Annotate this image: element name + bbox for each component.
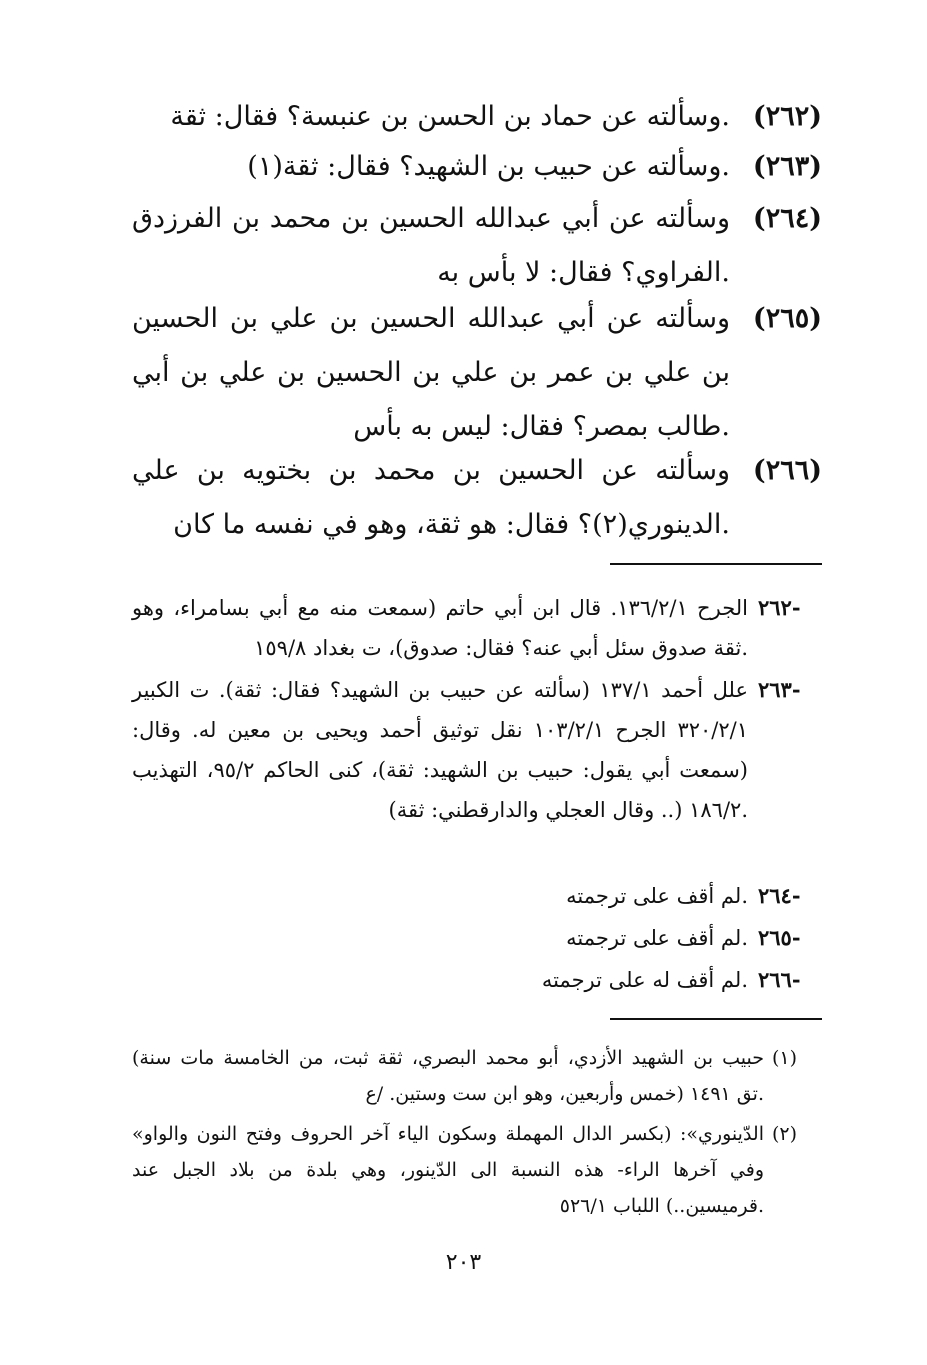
entry-text: وسألته عن حماد بن الحسن بن عنبسة؟ فقال: ثقة. — [170, 101, 730, 132]
entry-number: (٢٦٢) — [752, 101, 822, 132]
entry-266 — [132, 444, 822, 552]
entry-text: وسألته عن الحسين بن محمد بن بختويه بن علي الدينوري(٢)؟ فقال: هو ثقة، وهو في نفسه ما كان. — [132, 455, 730, 540]
footnote-text: (حبيب بن الشهيد الأزدي، أبو محمد البصري، ثقة ثبت، من الخامسة مات سنة خمس وأربعين، وهو ابن ست وستين. /ع) تق ١٤٩١. — [132, 1047, 764, 1105]
entry-text: وسألته عن أبي عبدالله الحسين بن محمد بن الفرزدق الفراوي؟ فقال: لا بأس به. — [132, 203, 730, 288]
note-263 — [132, 670, 822, 830]
note-text: علل أحمد ١٣٧/١ (سألته عن حبيب بن الشهيد؟ فقال: ثقة). ت الكبير ٣٢٠/٢/١ الجرح ١٠٣/٢/١ نقل توثيق أحمد ويحيى بن معين له. وقال: (سمعت أبي يقول: حبيب بن الشهيد: ثقة)، كنى الحاكم ٩٥/٢، التهذيب ١٨٦/٢ (.. وقال العجلي والدارقطني: ثقة). — [132, 678, 748, 822]
footnote-number: (٢) — [772, 1123, 798, 1145]
footnote-text: «الدّينوري»: (بكسر الدال المهملة وسكون الياء آخر الحروف وفتح النون والواو وفي آخرها الراء- هذه النسبة الى الدّينور، وهي بلدة من بلاد الجبل عند قرميسين..) اللباب ٥٢٦/١. — [132, 1123, 764, 1217]
note-number: ٢٦٥- — [758, 925, 801, 950]
entry-number: (٢٦٦) — [752, 455, 822, 486]
entry-number: (٢٦٤) — [752, 203, 822, 234]
note-text: الجرح ١٣٦/٢/١. قال ابن أبي حاتم (سمعت منه مع أبي بسامراء، وهو ثقة صدوق سئل أبي عنه؟ فقال: صدوق)، ت بغداد ١٥٩/٨. — [132, 596, 748, 660]
note-number: ٢٦٣- — [758, 677, 801, 702]
entry-264 — [132, 192, 822, 300]
note-number: ٢٦٤- — [758, 883, 801, 908]
page-number: ٢٠٣ — [445, 1250, 482, 1275]
entry-number: (٢٦٣) — [752, 151, 822, 182]
footnote-separator — [610, 1018, 822, 1020]
note-265 — [132, 918, 822, 958]
entry-text: وسألته عن أبي عبدالله الحسين بن علي بن الحسين بن علي بن عمر بن علي بن الحسين بن علي بن أبي طالب بمصر؟ فقال: ليس به بأس. — [132, 303, 730, 442]
note-number: ٢٦٦- — [758, 967, 801, 992]
entry-265 — [132, 292, 822, 454]
note-262 — [132, 588, 822, 668]
footnote-1 — [132, 1040, 822, 1112]
separator-rule — [610, 563, 822, 565]
footnote-number: (١) — [772, 1047, 798, 1069]
entry-262 — [132, 90, 822, 144]
note-text: لم أقف على ترجمته. — [566, 884, 748, 908]
note-text: لم أقف على ترجمته. — [566, 926, 748, 950]
entry-263 — [132, 140, 822, 194]
note-266 — [132, 960, 822, 1000]
footnote-2 — [132, 1116, 822, 1224]
note-number: ٢٦٢- — [758, 595, 801, 620]
entry-text: وسألته عن حبيب بن الشهيد؟ فقال: ثقة(١). — [247, 151, 730, 182]
note-264 — [132, 876, 822, 916]
entry-number: (٢٦٥) — [752, 303, 822, 334]
note-text: لم أقف له على ترجمته. — [541, 968, 748, 992]
